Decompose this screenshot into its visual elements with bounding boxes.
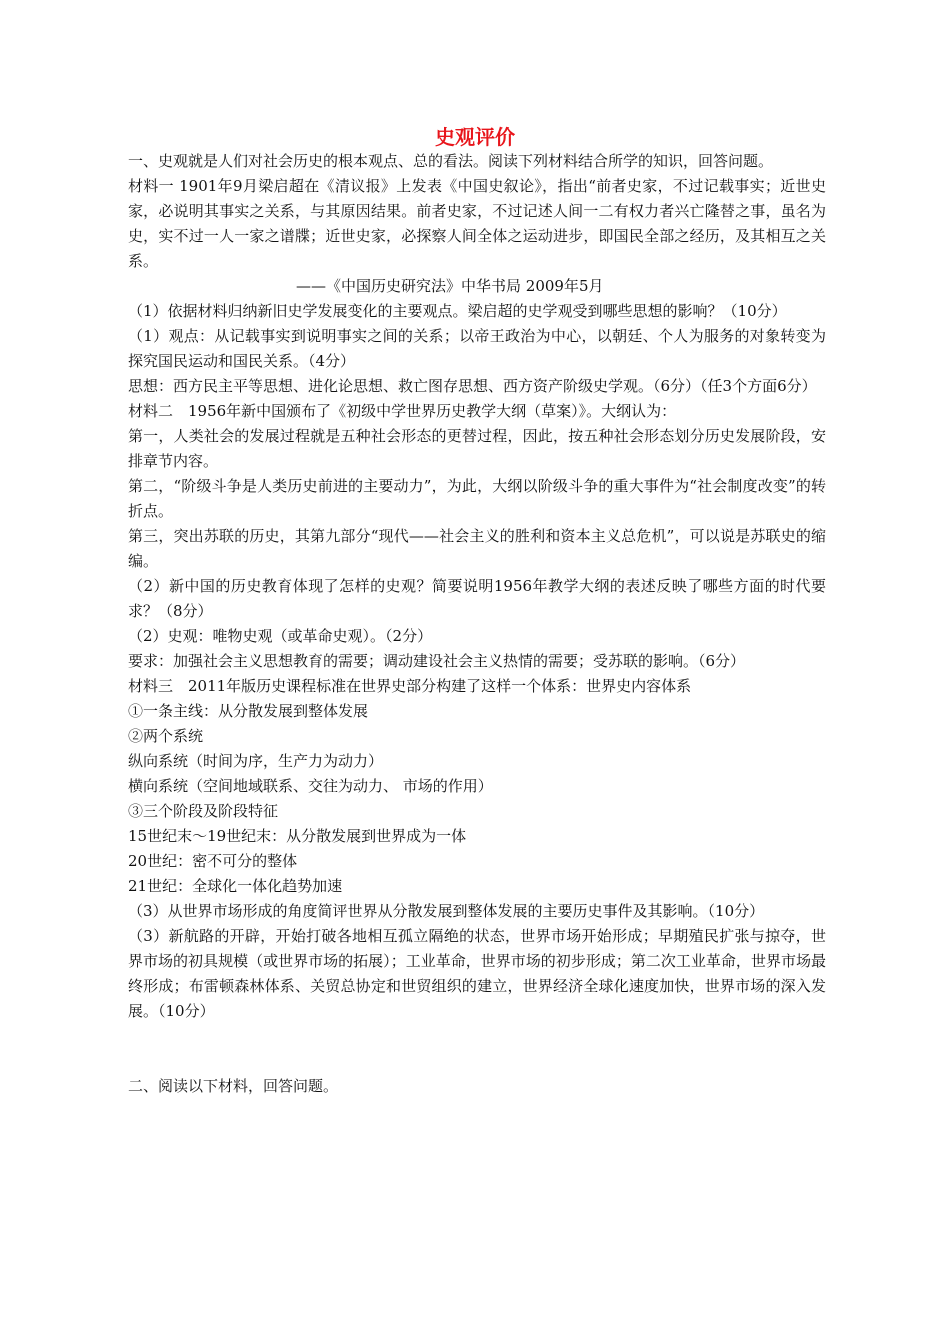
material-2-point-2: 第二，“阶级斗争是人类历史前进的主要动力”，为此，大纲以阶级斗争的重大事件为“社会制度改变”的转折点。: [128, 477, 826, 520]
answer-1-3: （3）新航路的开辟，开始打破各地相互孤立隔绝的状态，世界市场开始形成；早期殖民扩张与掠夺，世界市场的初具规模（或世界市场的拓展）；工业革命，世界市场的初步形成；第二次工业革命，世界市场最终形成；布雷顿森林体系、关贸总协定和世贸组织的建立，世界经济全球化速度加快，世界市场的深入发展。（10分）: [128, 927, 826, 1020]
material-1-source: ——《中国历史研究法》中华书局 2009年5月: [296, 277, 604, 295]
material-2-point-3: 第三，突出苏联的历史，其第九部分“现代——社会主义的胜利和资本主义总危机”，可以说是苏联史的缩编。: [128, 527, 826, 570]
question-1-2: （2）新中国的历史教育体现了怎样的史观？简要说明1956年教学大纲的表述反映了哪些方面的时代要求？（8分）: [128, 577, 826, 620]
material-3-intro: 材料三 2011年版历史课程标准在世界史部分构建了这样一个体系：世界史内容体系: [128, 677, 692, 695]
material-3-vertical-system: 纵向系统（时间为序，生产力为动力）: [128, 752, 384, 770]
document-body: [128, 149, 826, 1099]
answer-1-1-thought: 思想：西方民主平等思想、进化论思想、救亡图存思想、西方资产阶级史学观。（6分）（任3个方面6分）: [128, 377, 817, 395]
material-2-point-1: 第一，人类社会的发展过程就是五种社会形态的更替过程，因此，按五种社会形态划分历史发展阶段，安排章节内容。: [128, 427, 826, 470]
material-3-two-systems: ②两个系统: [128, 727, 204, 745]
question-1-1: （1）依据材料归纳新旧史学发展变化的主要观点。梁启超的史学观受到哪些思想的影响？（10分）: [128, 302, 787, 320]
material-1-text: 材料一 1901年9月梁启超在《清议报》上发表《中国史叙论》，指出“前者史家，不过记载事实；近世史家，必说明其事实之关系，与其原因结果。前者史家，不过记述人间一二有权力者兴亡隆替之事，虽名为史，实不过一人一家之谱牒；近世史家，必探察人间全体之运动进步，即国民全部之经历，及其相互之关系。: [128, 177, 826, 270]
answer-1-2-requirement: 要求：加强社会主义思想教育的需要；调动建设社会主义热情的需要；受苏联的影响。（6分）: [128, 652, 746, 670]
material-2-intro: 材料二 1956年新中国颁布了《初级中学世界历史教学大纲（草案）》。大纲认为：: [128, 402, 677, 420]
page-title: 史观评价: [435, 125, 515, 149]
material-3-three-stages: ③三个阶段及阶段特征: [128, 802, 279, 820]
section-spacer: [128, 1024, 826, 1074]
answer-1-2-view: （2）史观：唯物史观（或革命史观）。（2分）: [128, 627, 433, 645]
material-3-stage-3: 21世纪：全球化一体化趋势加速: [128, 877, 343, 895]
question-1-3: （3）从世界市场形成的角度简评世界从分散发展到整体发展的主要历史事件及其影响。（10分）: [128, 902, 765, 920]
material-3-stage-1: 15世纪末～19世纪末：从分散发展到世界成为一体: [128, 827, 467, 845]
material-3-stage-2: 20世纪：密不可分的整体: [128, 852, 298, 870]
answer-1-1-viewpoint: （1）观点：从记载事实到说明事实之间的关系；以帝王政治为中心，以朝廷、个人为服务的对象转变为探究国民运动和国民关系。（4分）: [128, 327, 826, 370]
question-2-intro: 二、阅读以下材料，回答问题。: [128, 1077, 339, 1095]
question-1-intro: 一、史观就是人们对社会历史的根本观点、总的看法。阅读下列材料结合所学的知识，回答问题。: [128, 152, 774, 170]
material-3-mainline: ①一条主线：从分散发展到整体发展: [128, 702, 369, 720]
material-3-horizontal-system: 横向系统（空间地域联系、交往为动力、 市场的作用）: [128, 777, 493, 795]
